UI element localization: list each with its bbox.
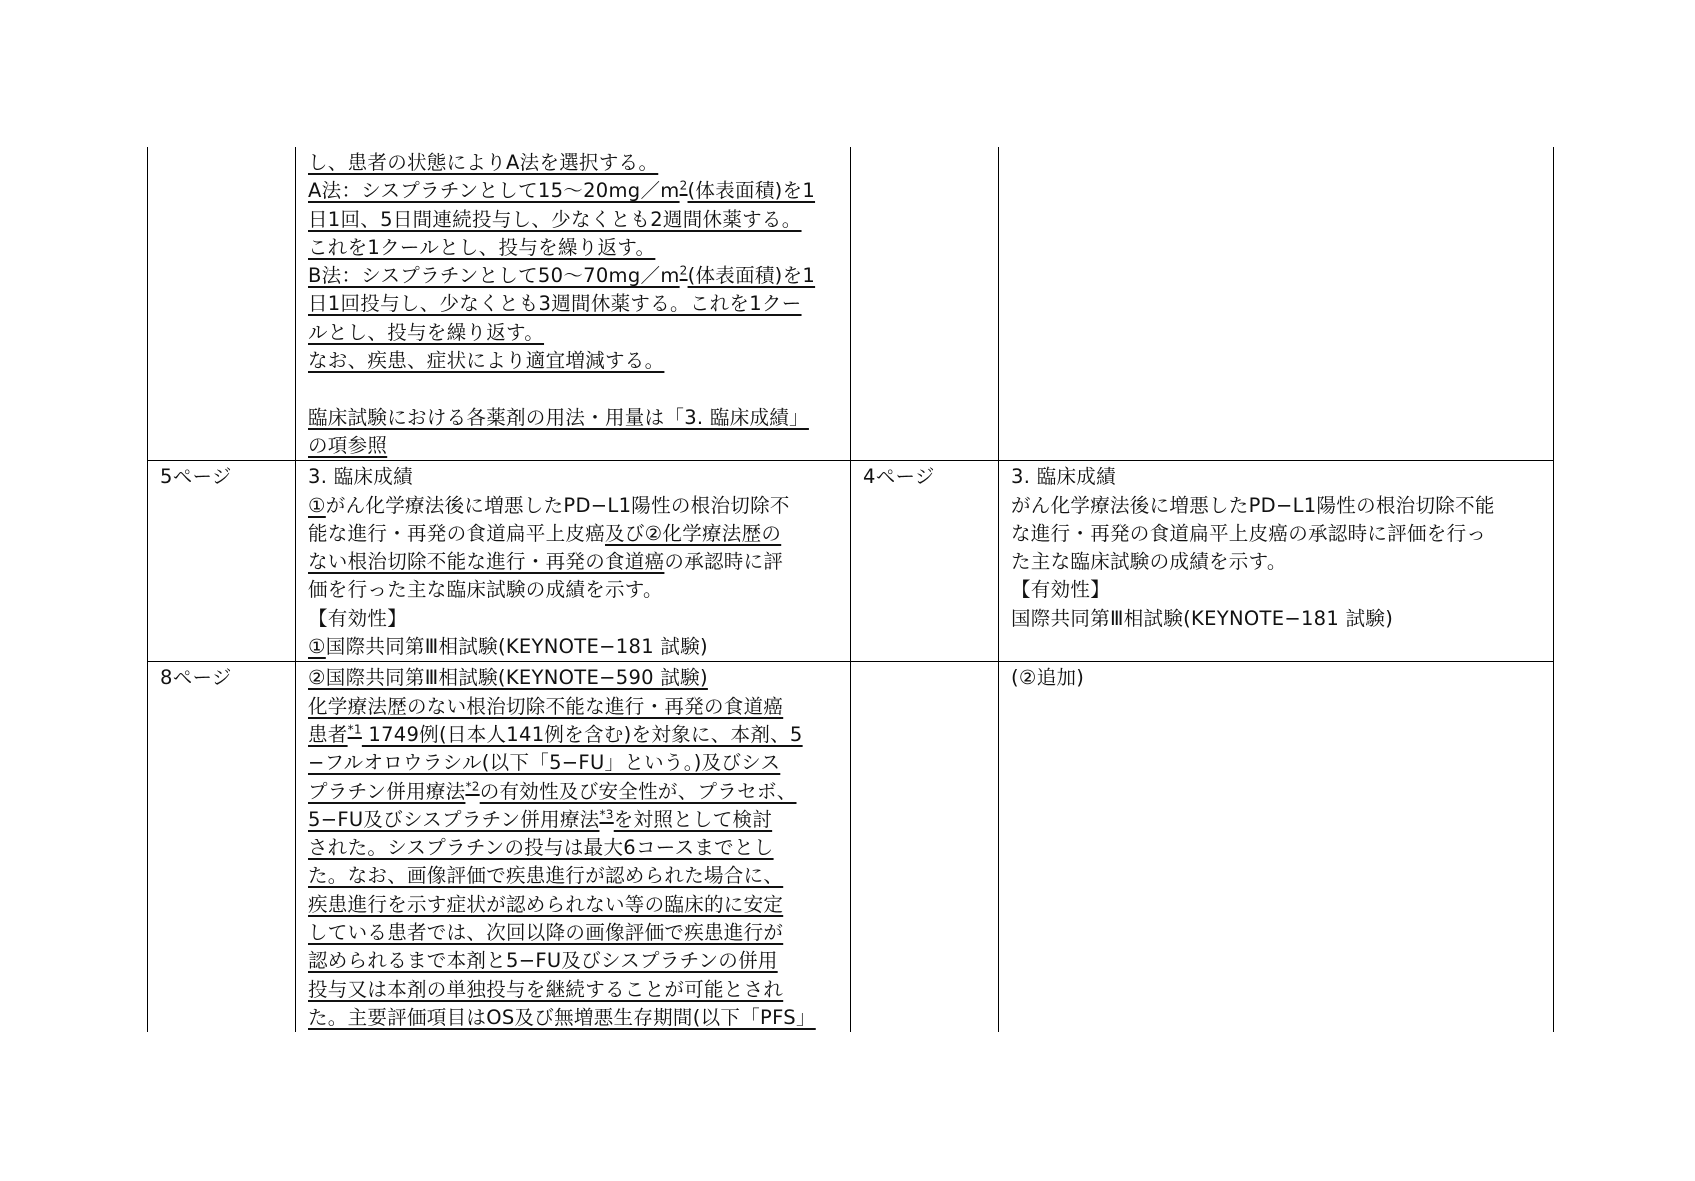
underlined-revision-text: ① [308,493,326,517]
underlined-revision-text: 日1回、5日間連続投与し、少なくとも2週間休薬する。 [308,207,802,231]
page-ref [160,149,285,177]
underlined-revision-text: ルとし、投与を繰り返す。 [308,320,545,344]
text-line [308,520,840,548]
underlined-revision-text: の項参照 [308,433,388,457]
text-segment: 価を行った主な臨床試験の成績を示す。 [308,578,663,602]
text-line [308,548,840,576]
old-text-cell [999,147,1554,461]
underlined-revision-text: している患者では、次回以降の画像評価で疾患進行が [308,921,784,945]
new-page-cell [148,662,296,1032]
page-ref: 8ページ [160,666,232,690]
text-line [308,319,840,347]
text-line [308,664,840,692]
text-segment: な進行・再発の食道扁平上皮癌の承認時に評価を行っ [1011,521,1487,545]
text-line [308,492,840,520]
page-ref: 4ページ [863,465,935,489]
text-line [308,633,840,661]
page-ref: 5ページ [160,465,232,489]
text-line [308,432,840,460]
text-line [308,463,840,491]
underlined-revision-text: 及び②化学療法歴の [605,521,782,545]
underlined-revision-text: 投与又は本剤の単独投与を継続することが可能とされ [308,977,784,1001]
text-segment: 【有効性】 [308,606,408,630]
underlined-revision-text: (体表面積)を1 [687,179,816,203]
underlined-revision-text: た。主要評価項目はOS及び無増悪生存期間(以下「PFS」 [308,1005,816,1029]
table-row [148,147,1554,461]
underlined-revision-text: 疾患進行を示す症状が認められない等の臨床的に安定 [308,892,784,916]
underlined-revision-text: *2 [465,779,480,794]
page-ref [863,149,988,177]
text-segment: (②追加) [1011,666,1085,690]
text-line [1011,605,1543,633]
table-body [148,147,1554,1032]
text-line [308,177,840,205]
underlined-revision-text: A法：シスプラチンとして15～20mg／m [308,179,680,203]
text-line [308,347,840,375]
old-page-cell [851,147,999,461]
text-segment: の承認時に評 [664,550,784,574]
text-line [308,919,840,947]
new-page-cell [148,461,296,662]
old-text-cell [999,461,1554,662]
underlined-revision-text: された。シスプラチンの投与は最大6コースまでとし [308,836,774,860]
new-text-cell [296,147,851,461]
text-segment: た主な臨床試験の成績を示す。 [1011,550,1287,574]
text-line [308,976,840,1004]
text-line [308,947,840,975]
underlined-revision-text: の有効性及び安全性が、プラセボ、 [479,779,797,803]
underlined-revision-text: これを1クールとし、投与を繰り返す。 [308,235,656,259]
table-row [148,461,1554,662]
text-segment: 【有効性】 [1011,578,1111,602]
underlined-revision-text: 日1回投与し、少なくとも3週間休薬する。これを1クー [308,292,802,316]
text-line [308,1004,840,1032]
text-line [308,605,840,633]
underlined-revision-text: *1 [347,722,362,737]
underlined-revision-text: 2 [679,263,688,278]
text-line [1011,548,1543,576]
underlined-revision-text: 2 [679,178,688,193]
underlined-revision-text: 臨床試験における各薬剤の用法・用量は「3. 臨床成績」 [308,405,809,429]
underlined-revision-text: ②国際共同第Ⅲ相試験(KEYNOTE−590 試験) [308,666,708,690]
text-segment: 能な進行・再発の食道扁平上皮癌 [308,521,606,545]
text-segment: 国際共同第Ⅲ相試験(KEYNOTE−181 試験) [325,635,708,659]
comparison-table [147,147,1554,1032]
text-line [308,891,840,919]
text-line [308,693,840,721]
old-page-cell [851,662,999,1032]
text-line [1011,576,1543,604]
new-page-cell [148,147,296,461]
text-line [308,262,840,290]
text-line [308,576,840,604]
underlined-revision-text: *3 [599,807,614,822]
underlined-revision-text: ない根治切除不能な進行・再発の食道癌 [308,550,665,574]
text-line [308,778,840,806]
text-line [308,149,840,177]
underlined-revision-text: し、患者の状態によりA法を選択する。 [308,151,659,174]
text-line [308,749,840,777]
text-line [308,234,840,262]
new-text-cell [296,662,851,1032]
text-line [1011,664,1543,692]
underlined-revision-text: (体表面積)を1 [687,264,816,288]
underlined-revision-text: 認められるまで本剤と5−FU及びシスプラチンの併用 [308,949,778,973]
text-line [308,721,840,749]
underlined-revision-text: 患者 [308,722,348,746]
table-row [148,662,1554,1032]
old-page-cell [851,461,999,662]
underlined-revision-text: B法：シスプラチンとして50～70mg／m [308,264,680,288]
underlined-revision-text: なお、疾患、症状により適宜増減する。 [308,349,665,373]
underlined-revision-text: −フルオロウラシル(以下「5−FU」という。)及びシス [308,751,781,775]
text-line [308,834,840,862]
underlined-revision-text: 化学療法歴のない根治切除不能な進行・再発の食道癌 [308,694,784,718]
text-line [308,206,840,234]
text-line [308,862,840,890]
text-line [308,375,840,403]
text-segment: がん化学療法後に増悪したPD−L1陽性の根治切除不 [325,493,790,517]
text-segment: がん化学療法後に増悪したPD−L1陽性の根治切除不能 [1011,493,1495,517]
text-line [308,404,840,432]
text-segment: 3. 臨床成績 [1011,465,1116,489]
underlined-revision-text: ① [308,635,326,659]
text-line [1011,492,1543,520]
text-line [1011,463,1543,491]
text-line [1011,520,1543,548]
underlined-revision-text: た。なお、画像評価で疾患進行が認められた場合に、 [308,864,784,888]
text-line [308,806,840,834]
text-segment: 3. 臨床成績 [308,465,413,489]
text-segment: 国際共同第Ⅲ相試験(KEYNOTE−181 試験) [1011,606,1394,630]
new-text-cell [296,461,851,662]
underlined-revision-text: 1749例(日本人141例を含む)を対象に、本剤、5 [361,722,803,746]
text-line [308,290,840,318]
underlined-revision-text: プラチン併用療法 [308,779,466,803]
underlined-revision-text: を対照として検討 [613,807,773,831]
underlined-revision-text: 5−FU及びシスプラチン併用療法 [308,807,600,831]
old-text-cell [999,662,1554,1032]
page-ref [863,664,988,692]
